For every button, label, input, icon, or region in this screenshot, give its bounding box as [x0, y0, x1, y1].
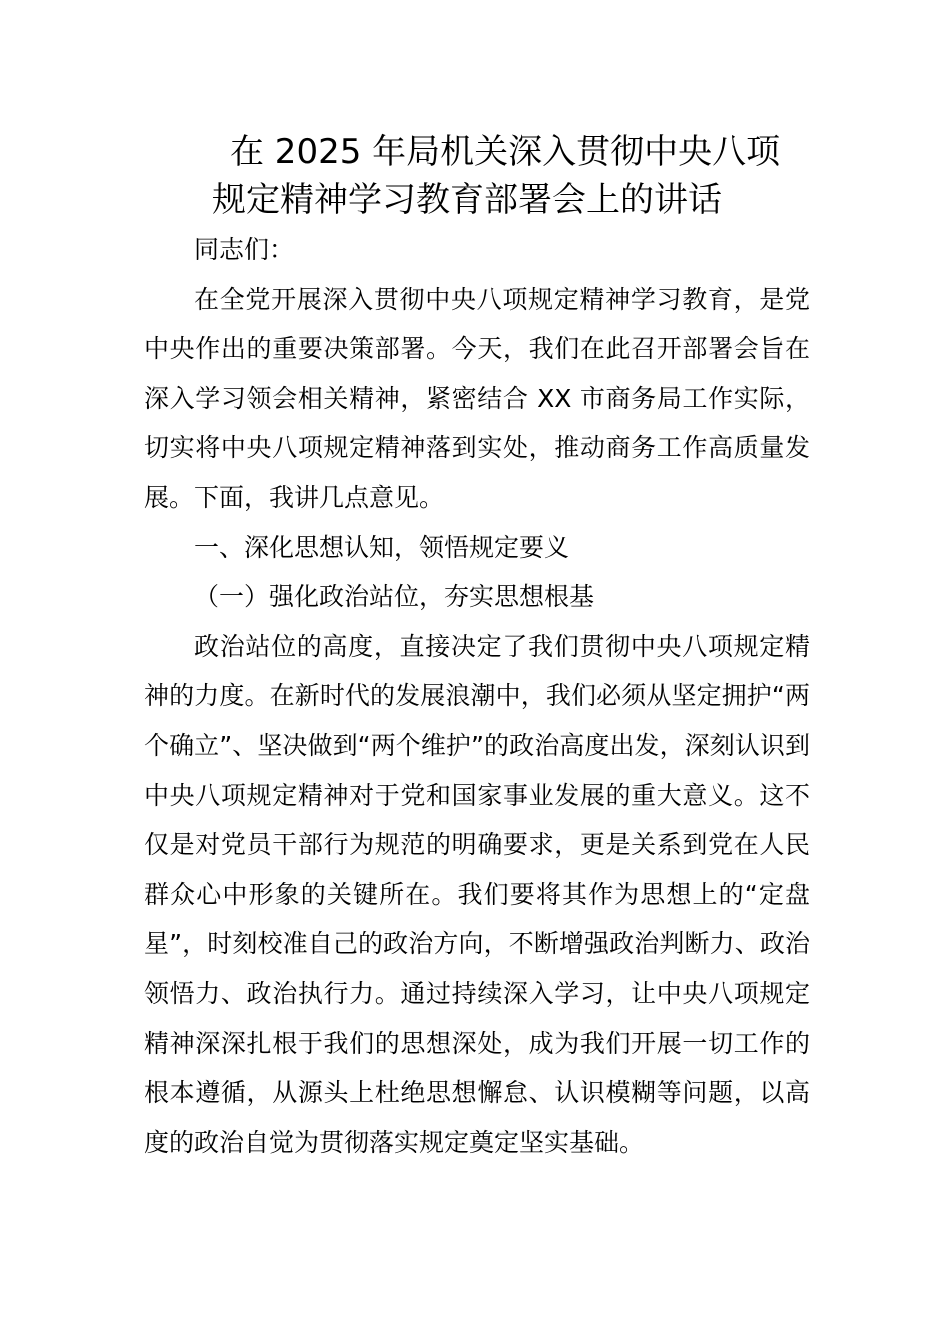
document-title-line-1: 在 2025 年局机关深入贯彻中央八项 [230, 132, 781, 172]
subsection-heading-1-1: （一）强化政治站位，夯实思想根基 [194, 582, 595, 612]
document-body [144, 225, 810, 1167]
paragraph-intro: 在全党开展深入贯彻中央八项规定精神学习教育，是党中央作出的重要决策部署。今天，我们在此召开部署会旨在深入学习领会相关精神，紧密结合 XX 市商务局工作实际，切实将中央八项规定精神落到实处，推动商务工作高质量发展。下面，我讲几点意见。 [144, 284, 810, 512]
section-heading-1: 一、深化思想认知，领悟规定要义 [194, 532, 570, 562]
paragraph-political-stance: 政治站位的高度，直接决定了我们贯彻中央八项规定精神的力度。在新时代的发展浪潮中，我们必须从坚定拥护“两个确立”、坚决做到“两个维护”的政治高度出发，深刻认识到中央八项规定精神对于党和国家事业发展的重大意义。这不仅是对党员干部行为规范的明确要求，更是关系到党在人民群众心中形象的关键所在。我们要将其作为思想上的“定盘星”，时刻校准自己的政治方向，不断增强政治判断力、政治领悟力、政治执行力。通过持续深入学习，让中央八项规定精神深深扎根于我们的思想深处，成为我们开展一切工作的根本遵循，从源头上杜绝思想懈怠、认识模糊等问题，以高度的政治自觉为贯彻落实规定奠定坚实基础。 [144, 631, 810, 1157]
document-title-line-2: 规定精神学习教育部署会上的讲话 [212, 180, 722, 220]
salutation: 同志们： [194, 235, 295, 264]
